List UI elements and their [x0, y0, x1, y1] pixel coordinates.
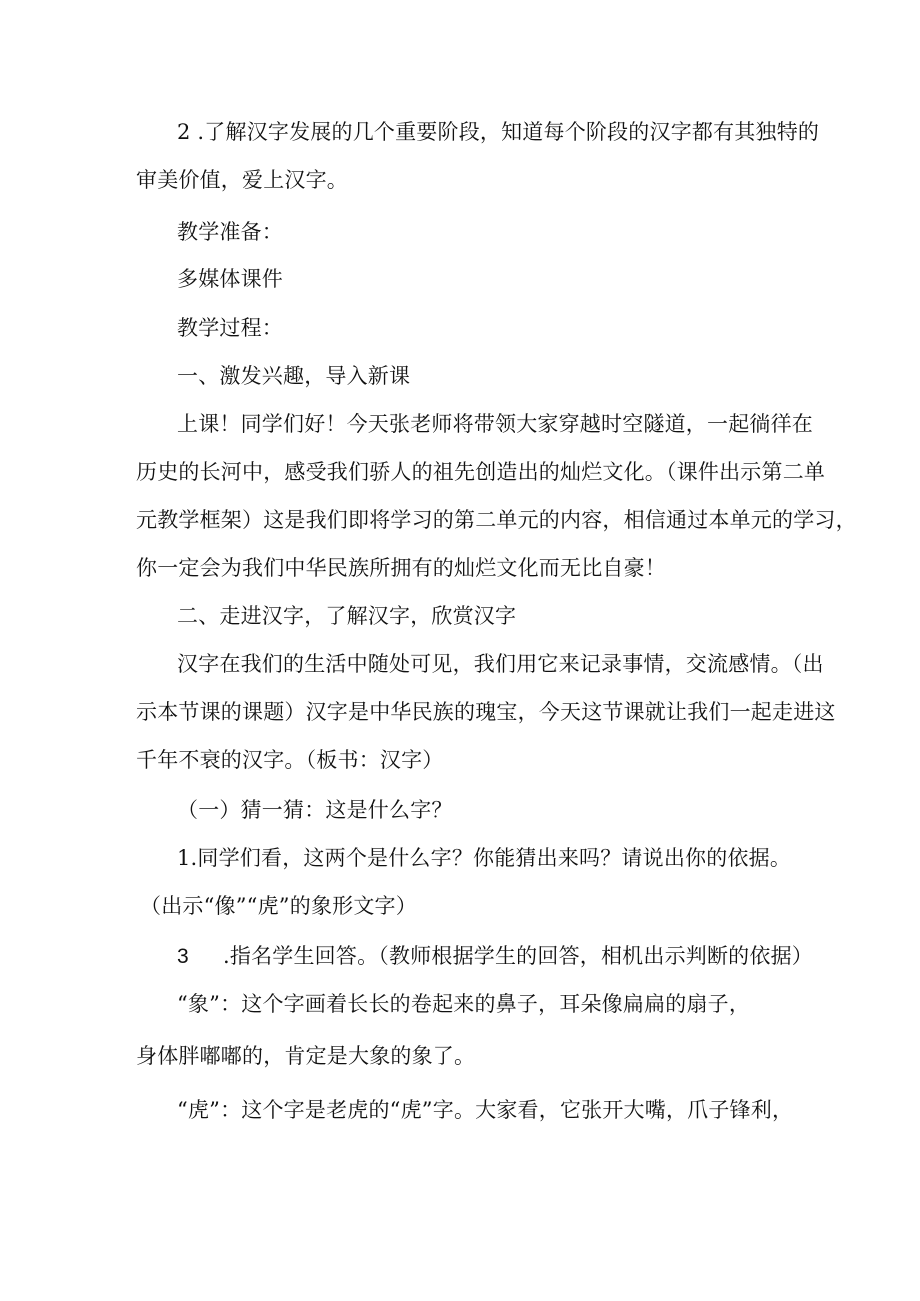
paragraph-2-line-2: 示本节课的课题）汉字是中华民族的瑰宝，今天这节课就让我们一起走进这: [136, 700, 836, 724]
objective-line-2: 审美价值，爱上汉字。: [136, 168, 348, 192]
prep-heading: 教学准备：: [177, 220, 283, 244]
paragraph-1-line-2: 历史的长河中，感受我们骄人的祖先创造出的灿烂文化。（课件出示第二单: [136, 460, 826, 484]
process-heading: 教学过程：: [177, 316, 283, 340]
paragraph-2-line-1: 汉字在我们的生活中随处可见，我们用它来记录事情，交流感情。（出: [177, 652, 824, 676]
paragraph-2-line-3: 千年不衰的汉字。（板书：汉字）: [136, 748, 444, 772]
elephant-explanation-line-1: “象”：这个字画着长长的卷起来的鼻子，耳朵像扁扁的扇子，: [177, 992, 751, 1016]
step-1-line: 1.同学们看，这两个是什么字？你能猜出来吗？请说出你的依据。: [177, 846, 792, 870]
paragraph-1-line-4: 你一定会为我们中华民族所拥有的灿烂文化而无比自豪！: [136, 556, 666, 580]
paragraph-1-line-3: 元教学框架）这是我们即将学习的第二单元的内容，相信通过本单元的学习，: [136, 508, 857, 532]
step-3-line: [177, 942, 813, 971]
prep-content: 多媒体课件: [177, 267, 283, 291]
tiger-explanation-line-1: “虎”：这个字是老虎的“虎”字。大家看，它张开大嘴，爪子锋利，: [177, 1098, 794, 1122]
step-3-number: 3: [177, 945, 189, 968]
paragraph-1-line-1: 上课！同学们好！今天张老师将带领大家穿越时空隧道，一起徜徉在: [177, 412, 813, 436]
objective-line-1: 2 .了解汉字发展的几个重要阶段，知道每个阶段的汉字都有其独特的: [177, 120, 820, 144]
step-1-note: （出示“像”“虎”的象形文字）: [140, 894, 417, 918]
subsection-guess-heading: （一）猜一猜：这是什么字？: [177, 798, 453, 822]
step-3-text: .指名学生回答。（教师根据学生的回答，相机出示判断的依据）: [223, 944, 813, 968]
elephant-explanation-line-2: 身体胖嘟嘟的，肯定是大象的象了。: [136, 1044, 476, 1068]
section-one-heading: 一、激发兴趣，导入新课: [177, 364, 411, 388]
section-two-heading: 二、走进汉字，了解汉字，欣赏汉字: [177, 604, 517, 628]
